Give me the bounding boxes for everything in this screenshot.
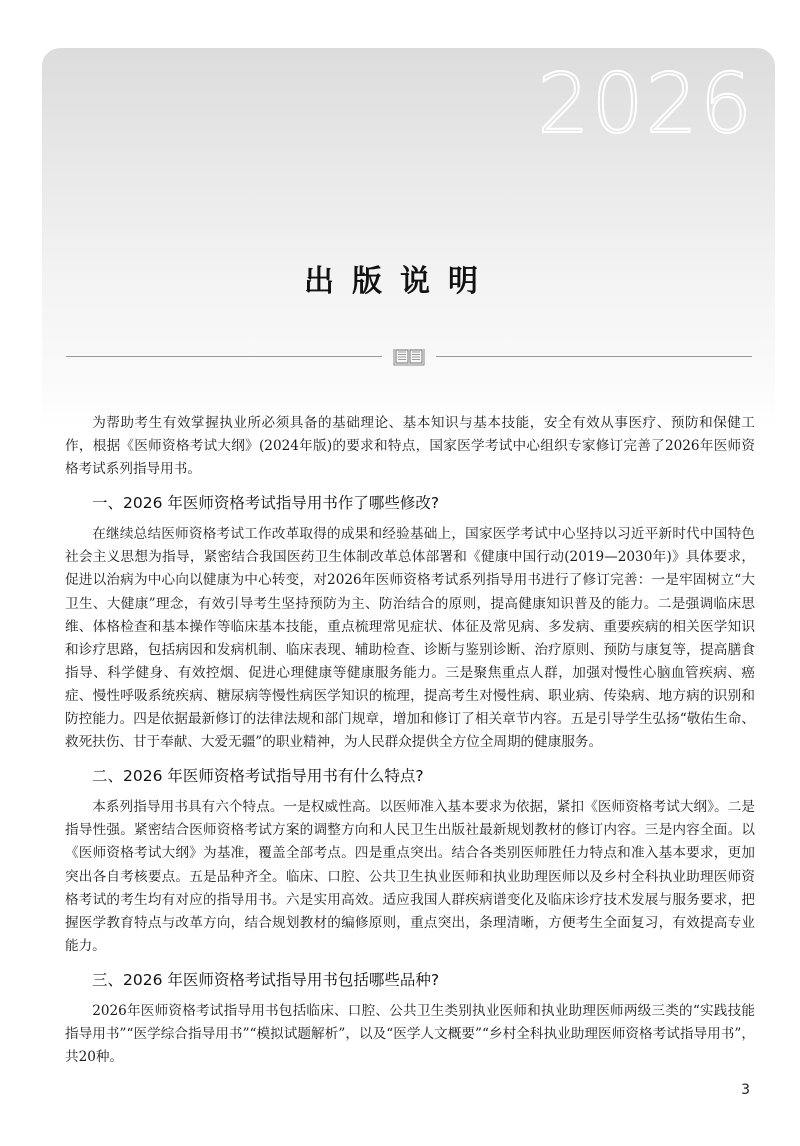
section-heading: 一、2026 年医师资格考试指导用书作了哪些修改? — [92, 494, 440, 513]
title-divider — [66, 346, 752, 366]
section-heading: 三、2026 年医师资格考试指导用书包括哪些品种? — [92, 970, 440, 989]
page-title: 出版说明 — [304, 264, 496, 299]
divider-line-right — [436, 356, 752, 357]
year-watermark: 2026 — [537, 57, 754, 152]
section-paragraph: 在继续总结医师资格考试工作改革取得的成果和经验基础上，国家医学考试中心坚持以习近平新时代中国特色社会主义思想为指导，紧密结合我国医药卫生体制改革总体部署和《健康中国行动(2019—2030年)》具体要求，促进以治病为中心向以健康为中心转变，对2026年医师资格考试系列指导用书进行了修订完善：一是牢固树立“大卫生、大健康”理念，有效引导考生坚持预防为主、防治结合的原则，提高健康知识普及的能力。二是强调临床思维、体格检查和基本操作等临床基本技能，重点梳理常见症状、体征及常见病、多发病、重要疾病的相关医学知识和诊疗思路，包括病因和发病机制、临床表现、辅助检查、诊断与鉴别诊断、治疗原则、预防与康复等，提高膳食指导、科学健身、有效控烟、促进心理健康等健康服务能力。三是聚焦重点人群，加强对慢性心脑血管疾病、癌症、慢性呼吸系统疾病、糖尿病等慢性病医学知识的梳理，提高考生对慢性病、职业病、传染病、地方病的识别和防控能力。四是依据最新修订的法律法规和部门规章，增加和修订了相关章节内容。五是引导学生弘扬“敬佑生命、救死扶伤、甘于奉献、大爱无疆”的职业精神，为人民群众提供全方位全周期的健康服务。 — [65, 526, 755, 751]
article-body — [65, 412, 755, 1069]
open-book-icon — [393, 346, 425, 366]
intro-paragraph: 为帮助考生有效掌握执业所必须具备的基础理论、基本知识与基本技能，安全有效从事医疗、预防和保健工作，根据《医师资格考试大纲》(2024年版)的要求和特点，国家医学考试中心组织专家修订完善了2026年医师资格考试系列指导用书。 — [65, 415, 755, 478]
section-paragraph: 本系列指导用书具有六个特点。一是权威性高。以医师准入基本要求为依据，紧扣《医师资格考试大纲》。二是指导性强。紧密结合医师资格考试方案的调整方向和人民卫生出版社最新规划教材的修订内容。三是内容全面。以《医师资格考试大纲》为基准，覆盖全部考点。四是重点突出。结合各类别医师胜任力特点和准入基本要求，更加突出各自考核要点。五是品种齐全。临床、口腔、公共卫生执业医师和执业助理医师以及乡村全科执业助理医师资格考试的考生均有对应的指导用书。六是实用高效。适应我国人群疾病谱变化及临床诊疗技术发展与服务要求，把握医学教育特点与改革方向，结合规划教材的编修原则，重点突出，条理清晰，方便考生全面复习，有效提高专业能力。 — [65, 799, 755, 954]
page-number: 3 — [741, 1082, 750, 1098]
section-paragraph: 2026年医师资格考试指导用书包括临床、口腔、公共卫生类别执业医师和执业助理医师两级三类的“实践技能指导用书”“医学综合指导用书”“模拟试题解析”，以及“医学人文概要”“乡村全科执业助理医师资格考试指导用书”，共20种。 — [65, 1002, 755, 1066]
divider-line-left — [66, 356, 382, 357]
section-heading: 二、2026 年医师资格考试指导用书有什么特点? — [92, 767, 424, 786]
